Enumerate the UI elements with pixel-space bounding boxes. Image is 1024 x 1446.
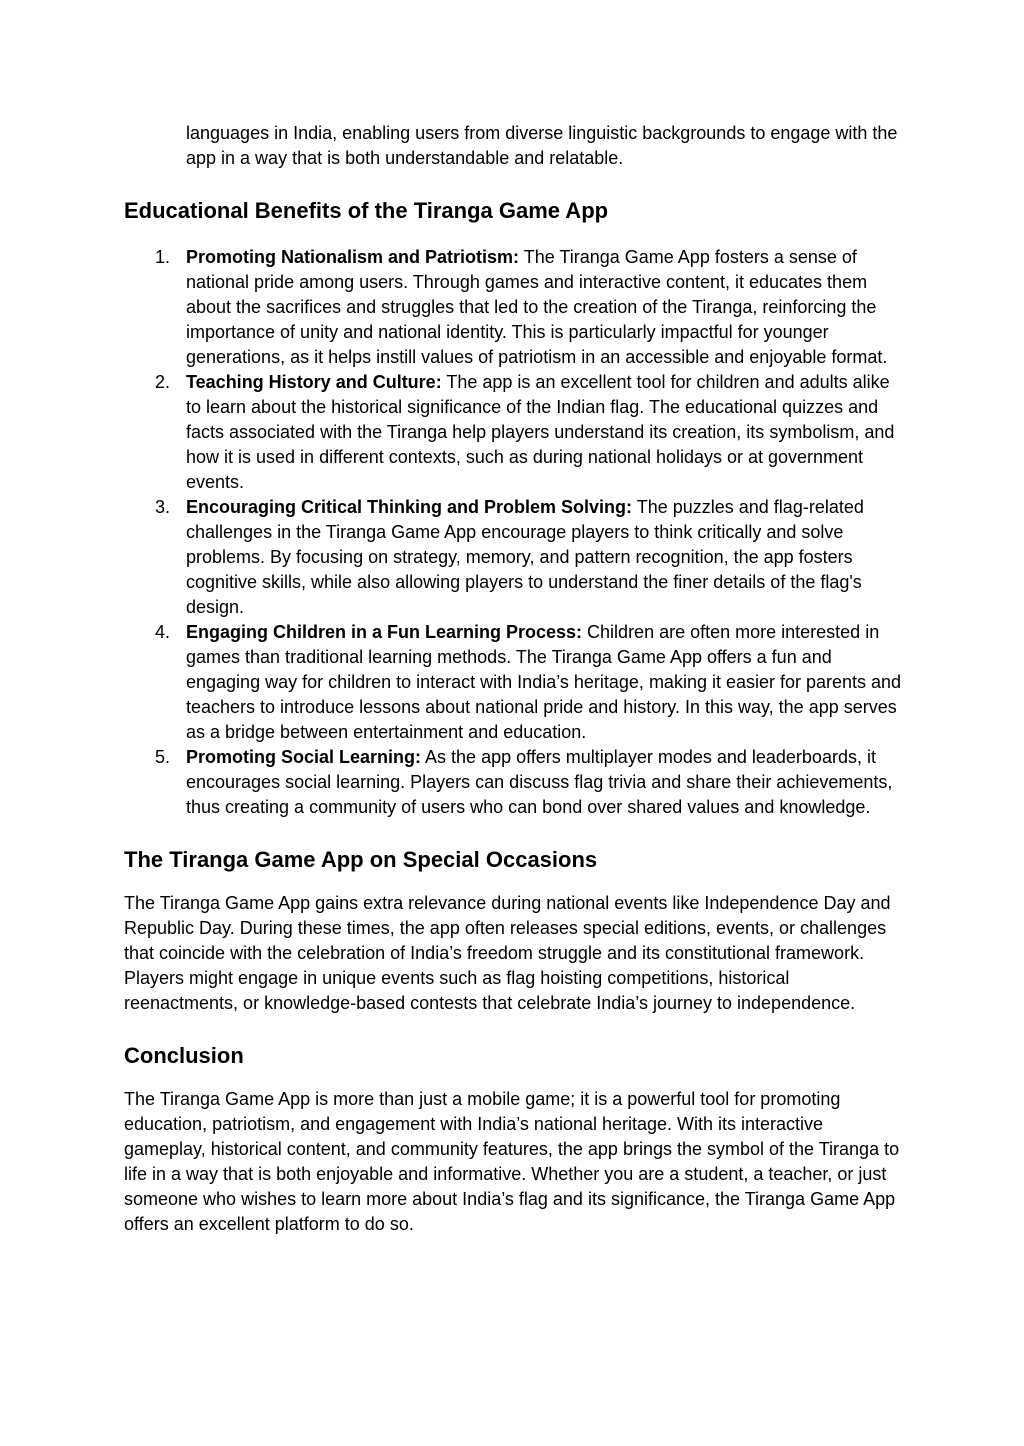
list-item-number: 3.	[155, 497, 171, 517]
list-item-lead: Promoting Nationalism and Patriotism:	[186, 247, 520, 267]
list-item	[124, 745, 904, 820]
list-item-number: 5.	[155, 747, 171, 767]
intro-continuation-text: languages in India, enabling users from diverse linguistic backgrounds to engage with the app in a way that is both understandable and relatable.	[186, 123, 898, 168]
heading-conclusion: Conclusion	[124, 1043, 244, 1068]
list-item-number: 2.	[155, 372, 171, 392]
list-item-lead: Engaging Children in a Fun Learning Process:	[186, 622, 583, 642]
benefits-list	[124, 245, 904, 820]
list-item	[124, 495, 904, 620]
conclusion-paragraph: The Tiranga Game App is more than just a mobile game; it is a powerful tool for promoting education, patriotism, and engagement with India’s national heritage. With its interactive gameplay, historical content, and community features, the app brings the symbol of the Tiranga to life in a way that is both enjoyable and informative. Whether you are a student, a teacher, or just someone who wishes to learn more about India’s flag and its significance, the Tiranga Game App offers an excellent platform to do so.	[124, 1089, 900, 1234]
list-item-text: The Tiranga Game App fosters a sense of national pride among users. Through games and interactive content, it educates them about the sacrifices and struggles that led to the creation of the Tiranga, reinforcing the importance of unity and national identity. This is particularly impactful for younger generations, as it helps instill values of patriotism in an accessible and enjoyable format.	[186, 247, 888, 367]
heading-special-occasions: The Tiranga Game App on Special Occasions	[124, 847, 598, 872]
list-item-text: Children are often more interested in games than traditional learning methods. The Tiranga Game App offers a fun and engaging way for children to interact with India’s heritage, making it easier for parents and teachers to introduce lessons about national pride and history. In this way, the app serves as a bridge between entertainment and education.	[186, 622, 902, 742]
list-item-number: 4.	[155, 622, 171, 642]
document-page	[124, 121, 904, 1237]
list-item-text: As the app offers multiplayer modes and leaderboards, it encourages social learning. Players can discuss flag trivia and share their achievements, thus creating a community of users who can bond over shared values and knowledge.	[186, 747, 893, 817]
list-item-lead: Teaching History and Culture:	[186, 372, 442, 392]
list-item	[124, 245, 904, 370]
heading-educational-benefits: Educational Benefits of the Tiranga Game App	[124, 198, 609, 223]
list-item	[124, 620, 904, 745]
list-item-lead: Encouraging Critical Thinking and Problem Solving:	[186, 497, 633, 517]
list-item-number: 1.	[155, 247, 171, 267]
special-occasions-paragraph: The Tiranga Game App gains extra relevance during national events like Independence Day and Republic Day. During these times, the app often releases special editions, events, or challenges that coincide with the celebration of India’s freedom struggle and its constitutional framework. Players might engage in unique events such as flag hoisting competitions, historical reenactments, or knowledge-based contests that celebrate India’s journey to independence.	[124, 893, 891, 1013]
list-item-text: The puzzles and flag-related challenges in the Tiranga Game App encourage players to think critically and solve problems. By focusing on strategy, memory, and pattern recognition, the app fosters cognitive skills, while also allowing players to understand the finer details of the flag's design.	[186, 497, 864, 617]
list-item-text: The app is an excellent tool for children and adults alike to learn about the historical significance of the Indian flag. The educational quizzes and facts associated with the Tiranga help players understand its creation, its symbolism, and how it is used in different contexts, such as during national holidays or at government events.	[186, 372, 895, 492]
list-item	[124, 370, 904, 495]
list-item-lead: Promoting Social Learning:	[186, 747, 422, 767]
